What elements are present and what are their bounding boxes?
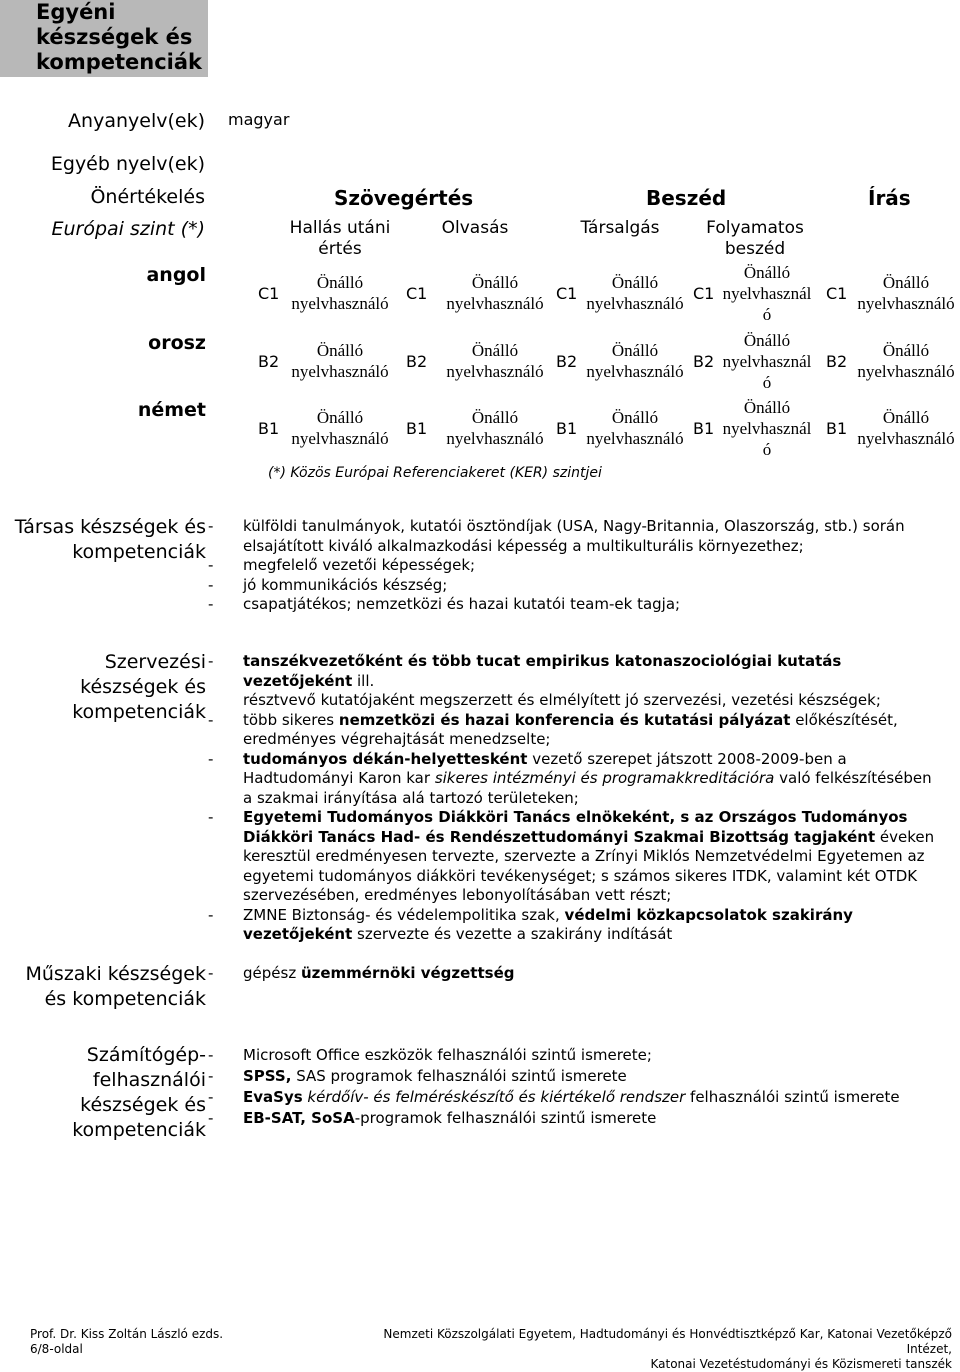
header-understanding: Szövegértés (334, 186, 474, 210)
organisational-skills-label: Szervezési készségek és kompetenciák (72, 651, 206, 723)
mother-tongue-label: Anyanyelv(ek) (68, 110, 205, 132)
level-description: Önálló nyelvhasználó (291, 273, 389, 313)
cefr-level: B1 (556, 419, 578, 438)
list-item-continuation: elsajátított kiváló alkalmazkodási képesség a multikulturális környezethez; (243, 536, 804, 555)
european-level-label: Európai szint (*) (51, 218, 205, 240)
list-item: - Egyetemi Tudományos Diákköri Tanács elnökeként, s az Országos Tudományos (208, 808, 908, 826)
mother-tongue-value: magyar (228, 110, 290, 129)
cefr-level: B2 (406, 352, 428, 371)
cefr-level: B1 (693, 419, 715, 438)
social-skills-list (208, 517, 948, 615)
language-name: német (137, 399, 206, 421)
list-item: - gépész üzemmérnöki végzettség (208, 964, 515, 982)
list-item: - Microsoft Office eszközök felhasználói szintű ismerete; (208, 1046, 652, 1064)
computer-skills-label: Számítógép- felhasználói készségek és kompetenciák (72, 1044, 206, 1141)
level-description: Önálló nyelvhasznál ó (722, 331, 812, 392)
header-interaction: Társalgás (580, 218, 660, 238)
list-item: - külföldi tanulmányok, kutatói ösztöndíjak (USA, Nagy-Britannia, Olaszország, stb.) során (208, 517, 905, 535)
cefr-level: B1 (826, 419, 848, 438)
header-listening: Hallás utáni értés (289, 218, 391, 259)
language-name: angol (146, 264, 206, 286)
self-assessment-label: Önértékelés (90, 186, 205, 208)
level-description: Önálló nyelvhasználó (586, 341, 684, 381)
header-reading: Olvasás (441, 218, 509, 238)
level-description: Önálló nyelvhasználó (291, 341, 389, 381)
cefr-level: C1 (826, 284, 848, 303)
cv-section-title-box (0, 0, 208, 77)
list-item: - tudományos dékán-helyettesként vezető szerepet játszott 2008-2009-ben a (208, 749, 847, 768)
computer-skills-list (208, 1045, 953, 1129)
list-item: - EB-SAT, SoSA-programok felhasználói szintű ismerete (208, 1109, 657, 1127)
list-item: - több sikeres nemzetközi és hazai konferencia és kutatási pályázat előkészítését, (208, 710, 898, 729)
technical-skills-list (208, 964, 948, 984)
level-description: Önálló nyelvhasználó (446, 341, 544, 381)
organisational-skills-list: - tanszékvezetőként és több tucat empirikus katonaszociológiai kutatás vezetőjeként ill. résztvevő kutatójaként megszerzett és elmélyített jó szervezési, vezetési készségek; - több sikeres nemzetközi és hazai konferencia és kutatási pályázat előkészítését, eredményes végrehajtását menedzselte; - tudományos dékán-helyettesként vezető szerepet játszott 2008-2009-ben a Hadtudományi Karon kar sikeres intézményi és programakkreditációra való felkészítésében a szakmai irányítása alá tartozó területeken; - Egyetemi Tudományos Diákköri Tanács elnökeként, s az Országos Tudományos Diákköri Tanács Had- és Rendészettudományi Szakmai Bizottság tagjaként éveken keresztül eredményesen tervezte, szervezte a Zrínyi Miklós Nemzetvédelmi Egyetemen az egyetemi tudományos diákköri tevékenységet; s számos sikeres ITDK, valamint két OTDK szervezésében, eredményes lebonyolításában vett részt; - ZMNE Biztonság- és védelempolitika szak, védelmi közkapcsolatok szakirány vezetőjeként szervezte és vezette a szakirány indítását (208, 652, 953, 945)
list-item: - csapatjátékos; nemzetközi és hazai kutatói team-ek tagja; (208, 595, 681, 613)
level-description: Önálló nyelvhasználó (291, 408, 389, 448)
level-description: Önálló nyelvhasznál ó (722, 398, 812, 459)
cefr-level: C1 (406, 284, 428, 303)
footer-author: Prof. Dr. Kiss Zoltán László ezds. 6/8-oldal (30, 1327, 224, 1356)
level-description: Önálló nyelvhasználó (446, 273, 544, 313)
list-item: - tanszékvezetőként és több tucat empirikus katonaszociológiai kutatás vezetőjeként ill. (208, 652, 842, 690)
cefr-level: C1 (693, 284, 715, 303)
list-item: - jó kommunikációs készség; (208, 575, 448, 594)
list-item: - SPSS, SAS programok felhasználói szintű ismerete (208, 1067, 627, 1085)
header-writing: Írás (868, 186, 911, 210)
cefr-level: B1 (406, 419, 428, 438)
level-description: Önálló nyelvhasználó (857, 408, 955, 448)
level-description: Önálló nyelvhasználó (586, 408, 684, 448)
social-skills-label: Társas készségek és kompetenciák (14, 516, 206, 563)
list-item: - megfelelő vezetői képességek; (208, 556, 476, 574)
technical-skills-label: Műszaki készségek és kompetenciák (25, 963, 206, 1010)
level-description: Önálló nyelvhasználó (586, 273, 684, 313)
list-item: - EvaSys kérdőív- és felméréskészítő és kiértékelő rendszer felhasználói szintű ismerete (208, 1088, 900, 1106)
level-description: Önálló nyelvhasználó (857, 341, 955, 381)
level-description: Önálló nyelvhasználó (446, 408, 544, 448)
list-item: - ZMNE Biztonság- és védelempolitika szak, védelmi közkapcsolatok szakirány (208, 905, 853, 924)
header-production: Folyamatos beszéd (706, 218, 804, 259)
cefr-level: B2 (556, 352, 578, 371)
cefr-level: B1 (258, 419, 280, 438)
cefr-level: C1 (556, 284, 578, 303)
cefr-level: B2 (826, 352, 848, 371)
level-description: Önálló nyelvhasználó (857, 273, 955, 313)
header-speaking: Beszéd (646, 186, 727, 210)
footer-institution: Nemzeti Közszolgálati Egyetem, Hadtudományi és Honvédtisztképző Kar, Katonai Vezetőképző Intézet, Katonai Vezetéstudományi és Közismereti tanszék (383, 1327, 952, 1371)
cefr-level: C1 (258, 284, 280, 303)
cv-section-title: Egyéni készségek és kompetenciák (36, 0, 203, 74)
language-name: orosz (148, 332, 206, 354)
other-languages-label: Egyéb nyelv(ek) (50, 153, 205, 175)
level-description: Önálló nyelvhasznál ó (722, 263, 812, 324)
cefr-note: (*) Közös Európai Referenciakeret (KER) szintjei (268, 465, 602, 481)
cefr-level: B2 (258, 352, 280, 371)
cefr-level: B2 (693, 352, 715, 371)
